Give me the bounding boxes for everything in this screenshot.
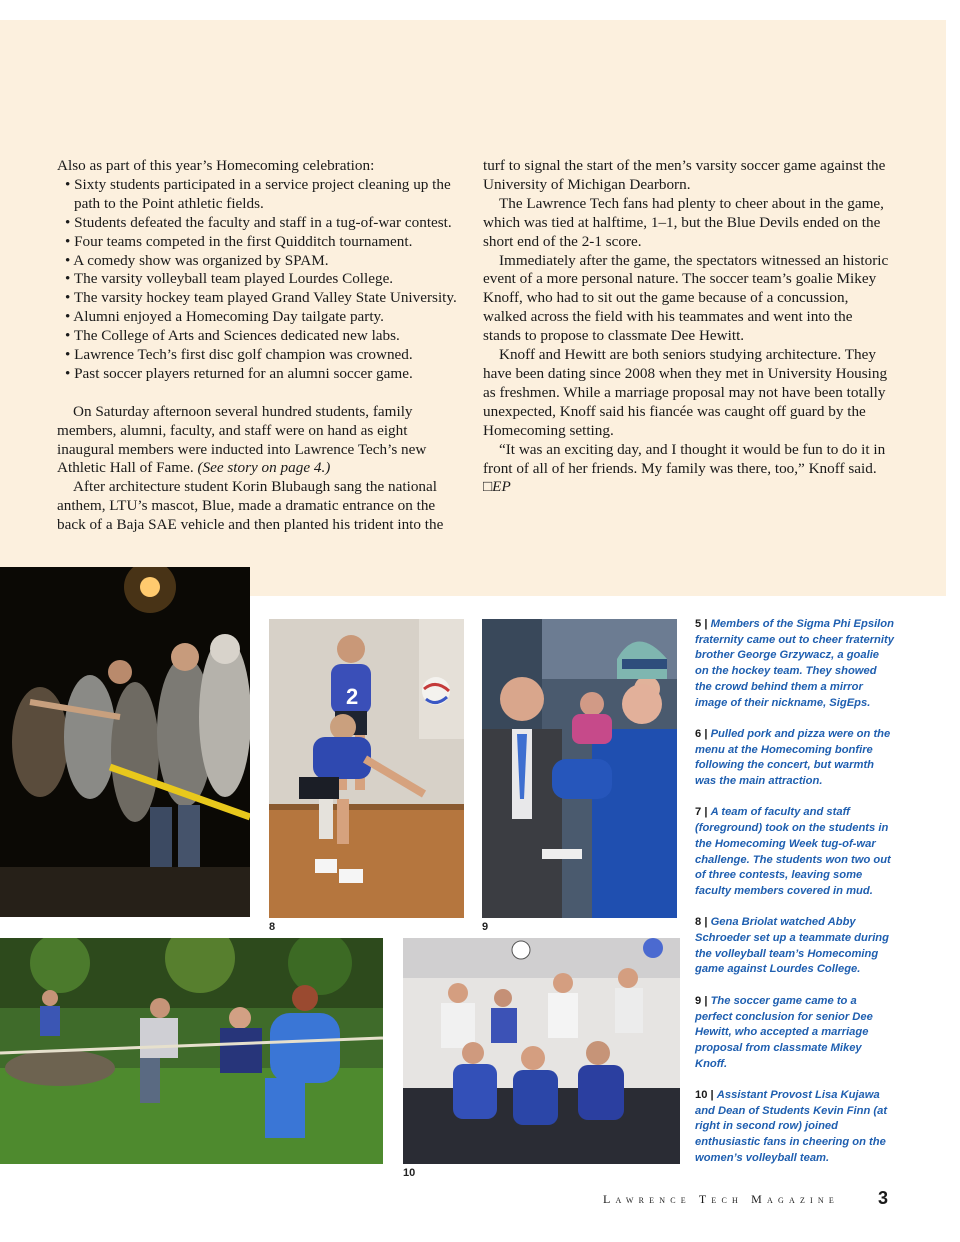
author-initials: □EP (483, 478, 511, 496)
list-item: • Four teams competed in the first Quidditch tournament. (65, 232, 413, 250)
list-item: • The College of Arts and Sciences dedicated new labs. (65, 327, 400, 345)
list-item: • Lawrence Tech’s first disc golf champion was crowned. (65, 346, 413, 364)
caption-6: 6 | Pulled pork and pizza were on the menu at the Homecoming bonfire following the concert, but warmth was the main attraction. (695, 727, 891, 788)
caption-5: 5 | Members of the Sigma Phi Epsilon fraternity came out to cheer fraternity brother George Grzywacz, a goalie on the hockey team. They showed the crowd behind them a mirror image of their nickname, SigEps. (695, 618, 894, 709)
couple-paragraph: Knoff and Hewitt are both seniors studying architecture. They have been dating since 2008 when they met in University Housing as freshmen. While a marriage proposal may not have been totally unexpected, Knoff said his fiancée was caught off guard by the Homecoming setting. (483, 346, 888, 439)
svg-text:2: 2 (346, 684, 359, 709)
soccer-start-paragraph: turf to signal the start of the men’s varsity soccer game against the University of Michigan Dearborn. (483, 157, 886, 193)
photo-number-10: 10 (403, 1167, 416, 1179)
hall-of-fame-paragraph: On Saturday afternoon several hundred students, family members, alumni, faculty, and staff were on hand as eight inaugural members were inducted into Lawrence Tech’s new Athletic Hall of Fame. (See story on page 4.) (57, 402, 427, 477)
anthem-paragraph: After architecture student Korin Blubaugh sang the national anthem, LTU’s mascot, Blue, made a dramatic entrance on the back of a Baja SAE vehicle and then planted his trident into the (57, 478, 444, 534)
list-item: • Students defeated the faculty and staff in a tug-of-war contest. (65, 213, 452, 231)
homecoming-bullet-list (57, 176, 467, 384)
game-score-paragraph: The Lawrence Tech fans had plenty to cheer about in the game, which was tied at halftime, 1–1, but the Blue Devils ended on the short end of the 2-1 score. (483, 194, 884, 250)
photo-number-9: 9 (482, 921, 489, 933)
article-right-column (483, 157, 893, 497)
list-item: • Past soccer players returned for an alumni soccer game. (65, 364, 413, 382)
caption-9: 9 | The soccer game came to a perfect conclusion for senior Dee Hewitt, who accepted a marriage proposal from classmate Mikey Knoff. (695, 994, 873, 1070)
magazine-footer: Lawrence Tech Magazine (603, 1192, 839, 1206)
photo-captions (695, 617, 895, 1182)
list-item: • A comedy show was organized by SPAM. (65, 251, 329, 269)
list-item: • Sixty students participated in a service project cleaning up the path to the Point athletic fields. (65, 175, 451, 212)
article-left-column (57, 157, 467, 535)
list-item: • The varsity hockey team played Grand Valley State University. (65, 289, 457, 307)
photo-marriage-proposal (482, 619, 677, 918)
proposal-paragraph: Immediately after the game, the spectators witnessed an historic event of a more personal nature. The soccer team’s goalie Mikey Knoff, who had to sit out the game because of a concussion, walked across the field with his teammates and went into the stands to propose to classmate Dee Hewitt. (483, 251, 889, 345)
photo-volleyball-game (269, 619, 464, 918)
caption-7: 7 | A team of faculty and staff (foreground) took on the students in the Homecoming Week tug-of-war challenge. The students won two out of three contests, leaving some faculty members covered in mud. (695, 806, 891, 897)
intro-text: Also as part of this year’s Homecoming celebration: (57, 157, 375, 174)
photo-tug-of-war (0, 938, 383, 1164)
list-item: • The varsity volleyball team played Lourdes College. (65, 270, 394, 288)
photo-number-8: 8 (269, 921, 276, 933)
list-item: • Alumni enjoyed a Homecoming Day tailgate party. (65, 308, 384, 326)
quote-paragraph: “It was an exciting day, and I thought it would be fun to do it in front of all of her friends. My family was there, too,” Knoff said. □EP (483, 440, 886, 496)
caption-8: 8 | Gena Briolat watched Abby Schroeder set up a teammate during the volleyball team’s Homecoming game against Lourdes College. (695, 916, 889, 976)
caption-10: 10 | Assistant Provost Lisa Kujawa and Dean of Students Kevin Finn (at right in second row) joined enthusiastic fans in cheering on the women’s volleyball team. (695, 1089, 888, 1164)
photo-night-crowd (0, 567, 250, 917)
page-number: 3 (878, 1188, 889, 1208)
photo-cheering-fans (403, 938, 680, 1164)
story-reference: (See story on page 4.) (197, 459, 331, 477)
